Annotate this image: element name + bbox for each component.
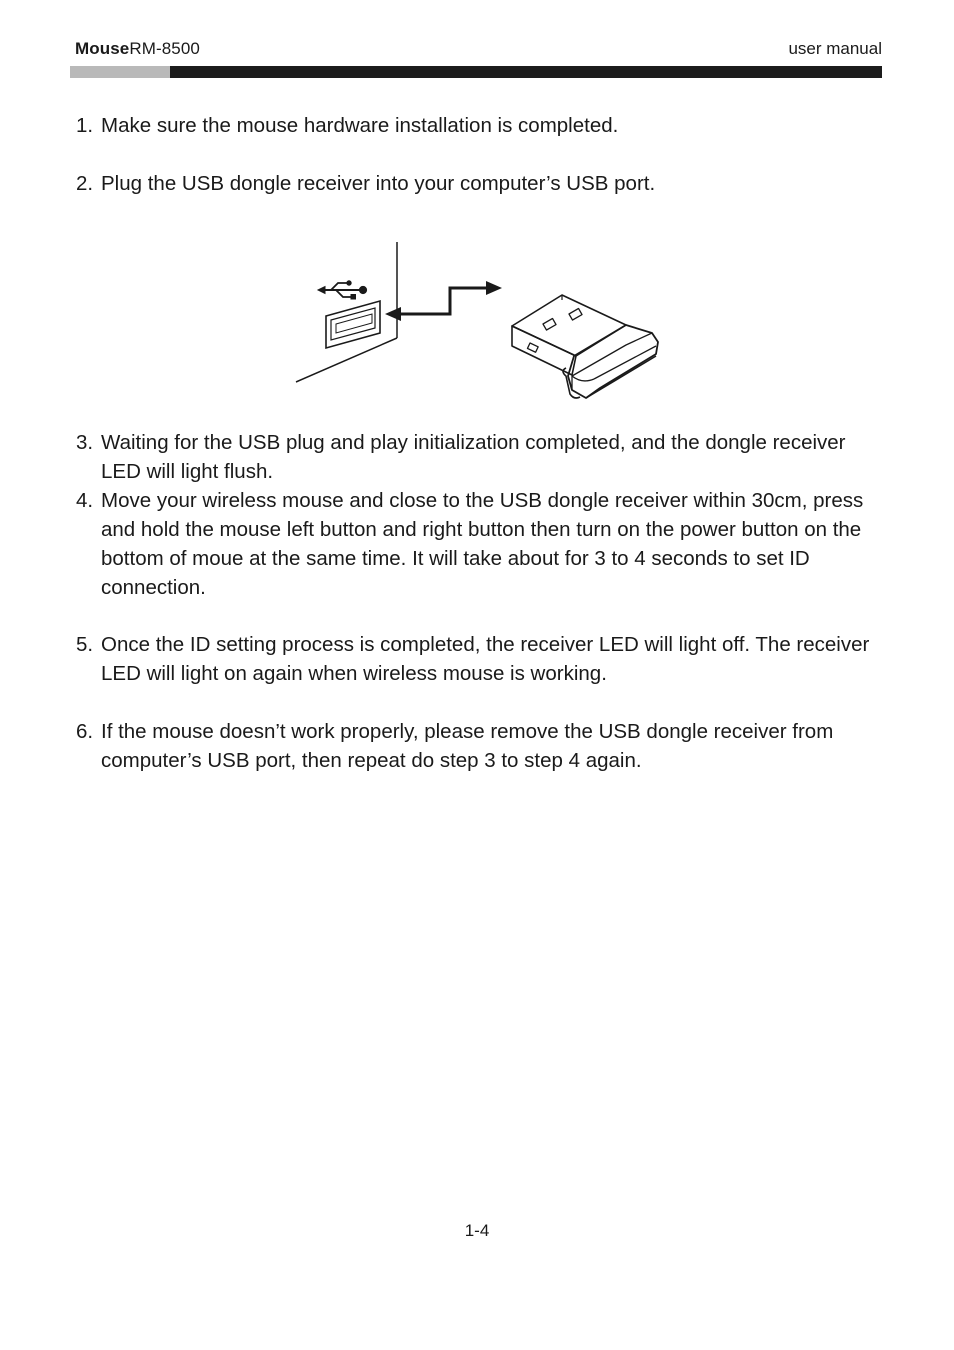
step-number: 4. bbox=[76, 489, 94, 512]
step-text: Plug the USB dongle receiver into your computer’s USB port. bbox=[101, 172, 656, 195]
usb-install-illustration bbox=[290, 238, 670, 408]
usb-port bbox=[326, 301, 380, 348]
arrow-icon bbox=[385, 281, 502, 321]
step-1 bbox=[76, 111, 886, 140]
usb-symbol-icon bbox=[318, 281, 367, 299]
step-text: Waiting for the USB plug and play initialization completed, and the dongle receiver LED will light flush. bbox=[101, 431, 846, 483]
usb-dongle-receiver bbox=[512, 295, 658, 398]
step-number: 6. bbox=[76, 720, 94, 743]
step-number: 5. bbox=[76, 633, 94, 656]
step-text: Make sure the mouse hardware installation is completed. bbox=[101, 114, 619, 137]
header-divider-bar bbox=[70, 66, 882, 78]
document-type: user manual bbox=[788, 39, 882, 58]
step-6 bbox=[76, 717, 886, 775]
step-number: 1. bbox=[76, 114, 94, 137]
header-bar-main bbox=[170, 66, 882, 78]
step-text: If the mouse doesn’t work properly, please remove the USB dongle receiver from computer’s USB port, then repeat do step 3 to step 4 again. bbox=[101, 720, 834, 772]
computer-panel bbox=[296, 242, 397, 382]
model-name: RM-8500 bbox=[129, 39, 200, 58]
brand-name: Mouse bbox=[75, 39, 130, 58]
page-number: 1-4 bbox=[464, 1221, 490, 1240]
step-number: 2. bbox=[76, 172, 94, 195]
step-5 bbox=[76, 630, 886, 688]
step-text: Once the ID setting process is completed, the receiver LED will light off. The receiver LED will light on again when wireless mouse is working. bbox=[101, 633, 870, 685]
step-3 bbox=[76, 428, 886, 486]
step-2 bbox=[76, 169, 886, 198]
step-text: Move your wireless mouse and close to the USB dongle receiver within 30cm, press and hold the mouse left button and right button then turn on the power button on the bottom of moue at the same time. It will take about for 3 to 4 seconds to set ID connection. bbox=[101, 489, 864, 599]
step-4 bbox=[76, 486, 886, 602]
header-bar-accent bbox=[70, 66, 170, 78]
document-title bbox=[75, 39, 200, 59]
step-number: 3. bbox=[76, 431, 94, 454]
